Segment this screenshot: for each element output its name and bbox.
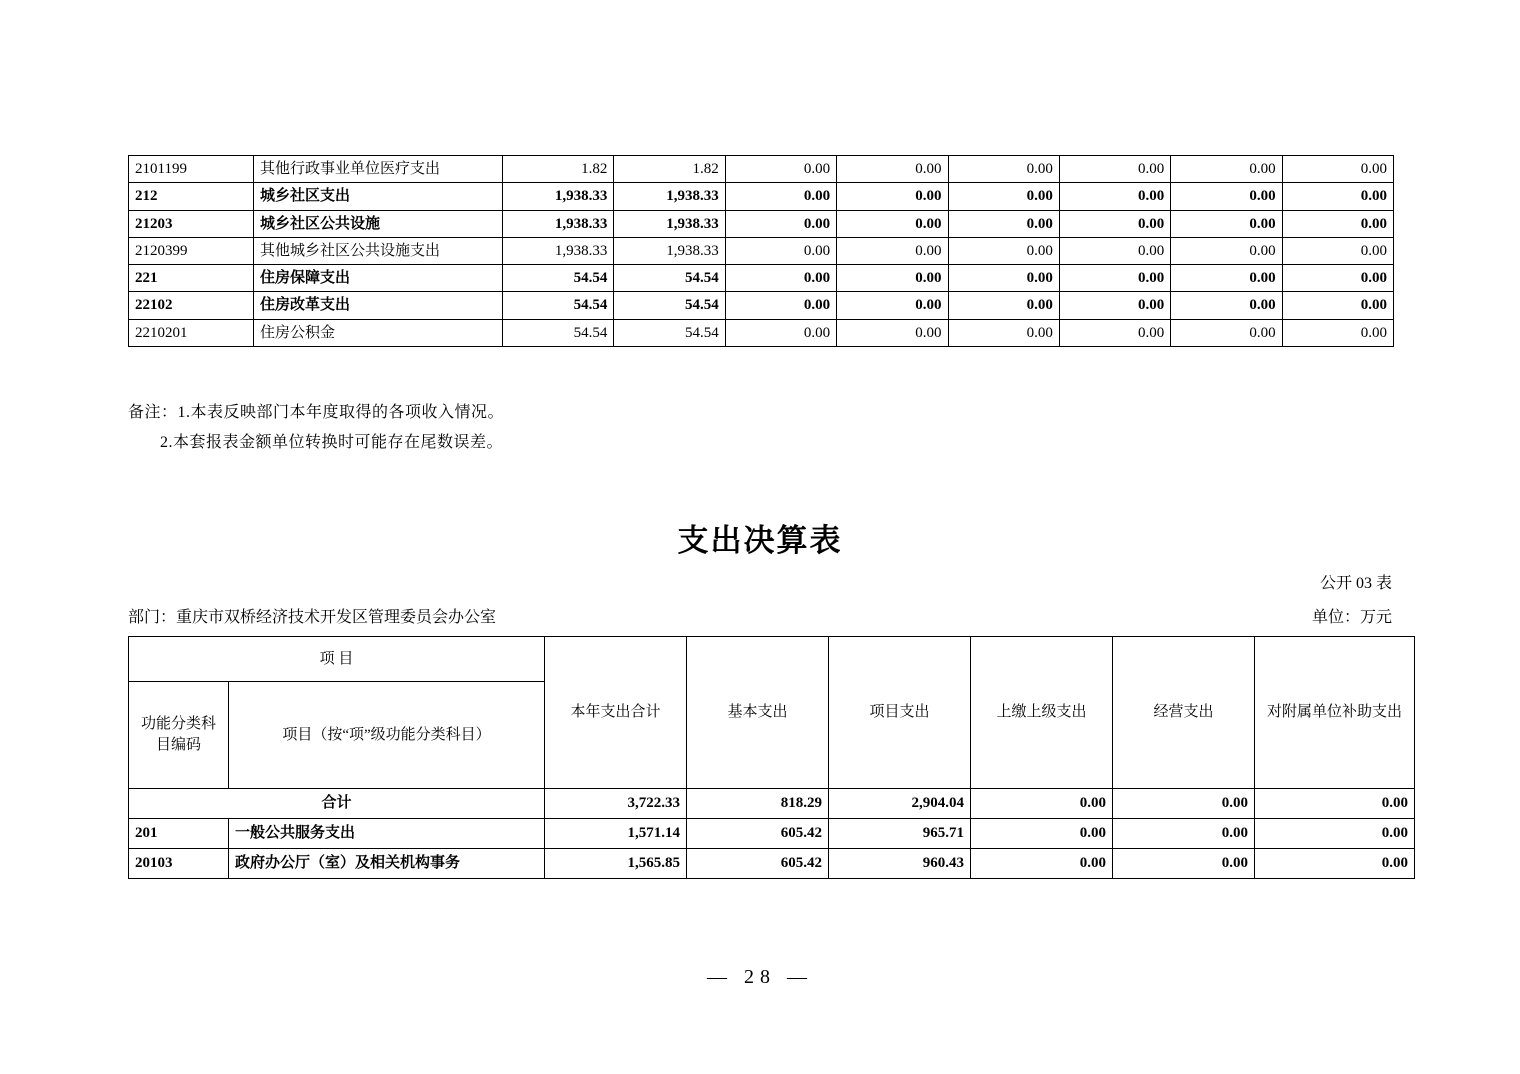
row-value: 0.00 — [725, 183, 836, 210]
page-number: — 28 — — [707, 966, 813, 988]
row-value: 0.00 — [1255, 789, 1415, 819]
row-value: 1,938.33 — [614, 237, 725, 264]
row-name: 其他城乡社区公共设施支出 — [254, 237, 503, 264]
row-name: 其他行政事业单位医疗支出 — [254, 156, 503, 183]
unit-label: 单位：万元 — [1311, 609, 1392, 626]
row-code: 20103 — [129, 849, 229, 879]
row-value: 0.00 — [837, 319, 948, 346]
row-value: 0.00 — [1282, 156, 1393, 183]
row-name: 城乡社区支出 — [254, 183, 503, 210]
row-value: 0.00 — [1171, 265, 1282, 292]
row-name: 城乡社区公共设施 — [254, 210, 503, 237]
header-group-item: 项 目 — [129, 637, 545, 682]
row-value: 0.00 — [948, 292, 1059, 319]
row-value: 0.00 — [837, 156, 948, 183]
row-value: 0.00 — [725, 237, 836, 264]
row-value: 1,938.33 — [503, 237, 614, 264]
row-value: 1,938.33 — [503, 183, 614, 210]
row-value: 54.54 — [503, 319, 614, 346]
row-value: 0.00 — [948, 237, 1059, 264]
row-value: 0.00 — [1255, 849, 1415, 879]
table-row — [129, 183, 1394, 210]
row-value: 54.54 — [614, 265, 725, 292]
table-row — [129, 319, 1394, 346]
header-group-row — [129, 637, 1415, 682]
revenue-table-body — [129, 156, 1394, 347]
row-value: 0.00 — [1171, 292, 1282, 319]
row-value: 0.00 — [837, 237, 948, 264]
row-value: 1,571.14 — [545, 819, 687, 849]
row-value: 0.00 — [1282, 265, 1393, 292]
row-value: 0.00 — [1059, 210, 1170, 237]
header-basic: 基本支出 — [687, 637, 829, 789]
row-value: 0.00 — [1171, 319, 1282, 346]
row-value: 54.54 — [614, 292, 725, 319]
row-value: 0.00 — [1255, 819, 1415, 849]
row-value: 0.00 — [1113, 819, 1255, 849]
expenditure-table-head — [129, 637, 1415, 789]
row-value: 960.43 — [829, 849, 971, 879]
row-value: 1,938.33 — [503, 210, 614, 237]
row-value: 0.00 — [725, 319, 836, 346]
row-value: 0.00 — [1059, 319, 1170, 346]
row-code: 22102 — [129, 292, 254, 319]
table-row — [129, 819, 1415, 849]
row-code: 2120399 — [129, 237, 254, 264]
row-value: 965.71 — [829, 819, 971, 849]
row-value: 0.00 — [1171, 156, 1282, 183]
row-value: 0.00 — [971, 789, 1113, 819]
expenditure-table-wrap — [128, 636, 1409, 879]
row-total-label: 合计 — [129, 789, 545, 819]
row-value: 0.00 — [1282, 292, 1393, 319]
row-value: 54.54 — [614, 319, 725, 346]
row-value: 0.00 — [1113, 849, 1255, 879]
row-code: 212 — [129, 183, 254, 210]
sheet-number: 公开 03 表 — [1319, 575, 1392, 592]
header-code: 功能分类科目编码 — [129, 682, 229, 789]
row-value: 0.00 — [1282, 183, 1393, 210]
header-upper: 上缴上级支出 — [971, 637, 1113, 789]
row-value: 0.00 — [971, 819, 1113, 849]
row-value: 1,938.33 — [614, 210, 725, 237]
row-value: 0.00 — [1059, 237, 1170, 264]
row-value: 0.00 — [1059, 292, 1170, 319]
row-value: 3,722.33 — [545, 789, 687, 819]
row-name: 政府办公厅（室）及相关机构事务 — [229, 849, 545, 879]
table-row-total — [129, 789, 1415, 819]
expenditure-table — [128, 636, 1415, 879]
row-value: 1.82 — [614, 156, 725, 183]
row-value: 0.00 — [948, 319, 1059, 346]
header-project: 项目支出 — [829, 637, 971, 789]
row-value: 54.54 — [503, 265, 614, 292]
row-value: 0.00 — [1282, 237, 1393, 264]
row-value: 0.00 — [837, 292, 948, 319]
note-line-2: 2.本套报表金额单位转换时可能存在尾数误差。 — [160, 434, 504, 452]
row-name: 住房保障支出 — [254, 265, 503, 292]
row-value: 605.42 — [687, 849, 829, 879]
row-name: 住房公积金 — [254, 319, 503, 346]
row-value: 0.00 — [1059, 265, 1170, 292]
header-operating: 经营支出 — [1113, 637, 1255, 789]
row-value: 0.00 — [971, 849, 1113, 879]
row-name: 一般公共服务支出 — [229, 819, 545, 849]
row-code: 201 — [129, 819, 229, 849]
header-total: 本年支出合计 — [545, 637, 687, 789]
row-value: 0.00 — [1171, 210, 1282, 237]
revenue-table — [128, 155, 1394, 347]
row-code: 21203 — [129, 210, 254, 237]
row-value: 0.00 — [1282, 210, 1393, 237]
row-value: 818.29 — [687, 789, 829, 819]
row-value: 0.00 — [948, 265, 1059, 292]
row-value: 0.00 — [725, 210, 836, 237]
row-name: 住房改革支出 — [254, 292, 503, 319]
expenditure-table-body — [129, 789, 1415, 879]
row-value: 0.00 — [948, 156, 1059, 183]
row-value: 0.00 — [837, 210, 948, 237]
row-value: 0.00 — [1059, 156, 1170, 183]
table-row — [129, 265, 1394, 292]
table-notes — [128, 398, 504, 459]
row-value: 0.00 — [1113, 789, 1255, 819]
page-title: 支出决算表 — [677, 523, 843, 558]
row-value: 0.00 — [1059, 183, 1170, 210]
table-row — [129, 156, 1394, 183]
row-value: 0.00 — [837, 183, 948, 210]
table-row — [129, 210, 1394, 237]
row-value: 0.00 — [948, 183, 1059, 210]
header-item-name: 项目（按“项”级功能分类科目） — [229, 682, 545, 789]
row-value: 0.00 — [725, 156, 836, 183]
table-row — [129, 292, 1394, 319]
row-value: 54.54 — [503, 292, 614, 319]
row-value: 2,904.04 — [829, 789, 971, 819]
row-value: 0.00 — [1171, 237, 1282, 264]
row-value: 0.00 — [948, 210, 1059, 237]
row-value: 605.42 — [687, 819, 829, 849]
department-label: 部门：重庆市双桥经济技术开发区管理委员会办公室 — [128, 609, 497, 626]
row-code: 221 — [129, 265, 254, 292]
row-value: 0.00 — [725, 292, 836, 319]
row-value: 1.82 — [503, 156, 614, 183]
row-value: 0.00 — [1171, 183, 1282, 210]
row-value: 0.00 — [725, 265, 836, 292]
row-value: 0.00 — [1282, 319, 1393, 346]
table-row — [129, 237, 1394, 264]
row-value: 1,565.85 — [545, 849, 687, 879]
row-value: 0.00 — [837, 265, 948, 292]
note-line-1: 备注：1.本表反映部门本年度取得的各项收入情况。 — [128, 404, 505, 421]
row-code: 2101199 — [129, 156, 254, 183]
revenue-table-continued — [128, 155, 1394, 347]
header-subsidy: 对附属单位补助支出 — [1255, 637, 1415, 789]
table-row — [129, 849, 1415, 879]
row-code: 2210201 — [129, 319, 254, 346]
row-value: 1,938.33 — [614, 183, 725, 210]
